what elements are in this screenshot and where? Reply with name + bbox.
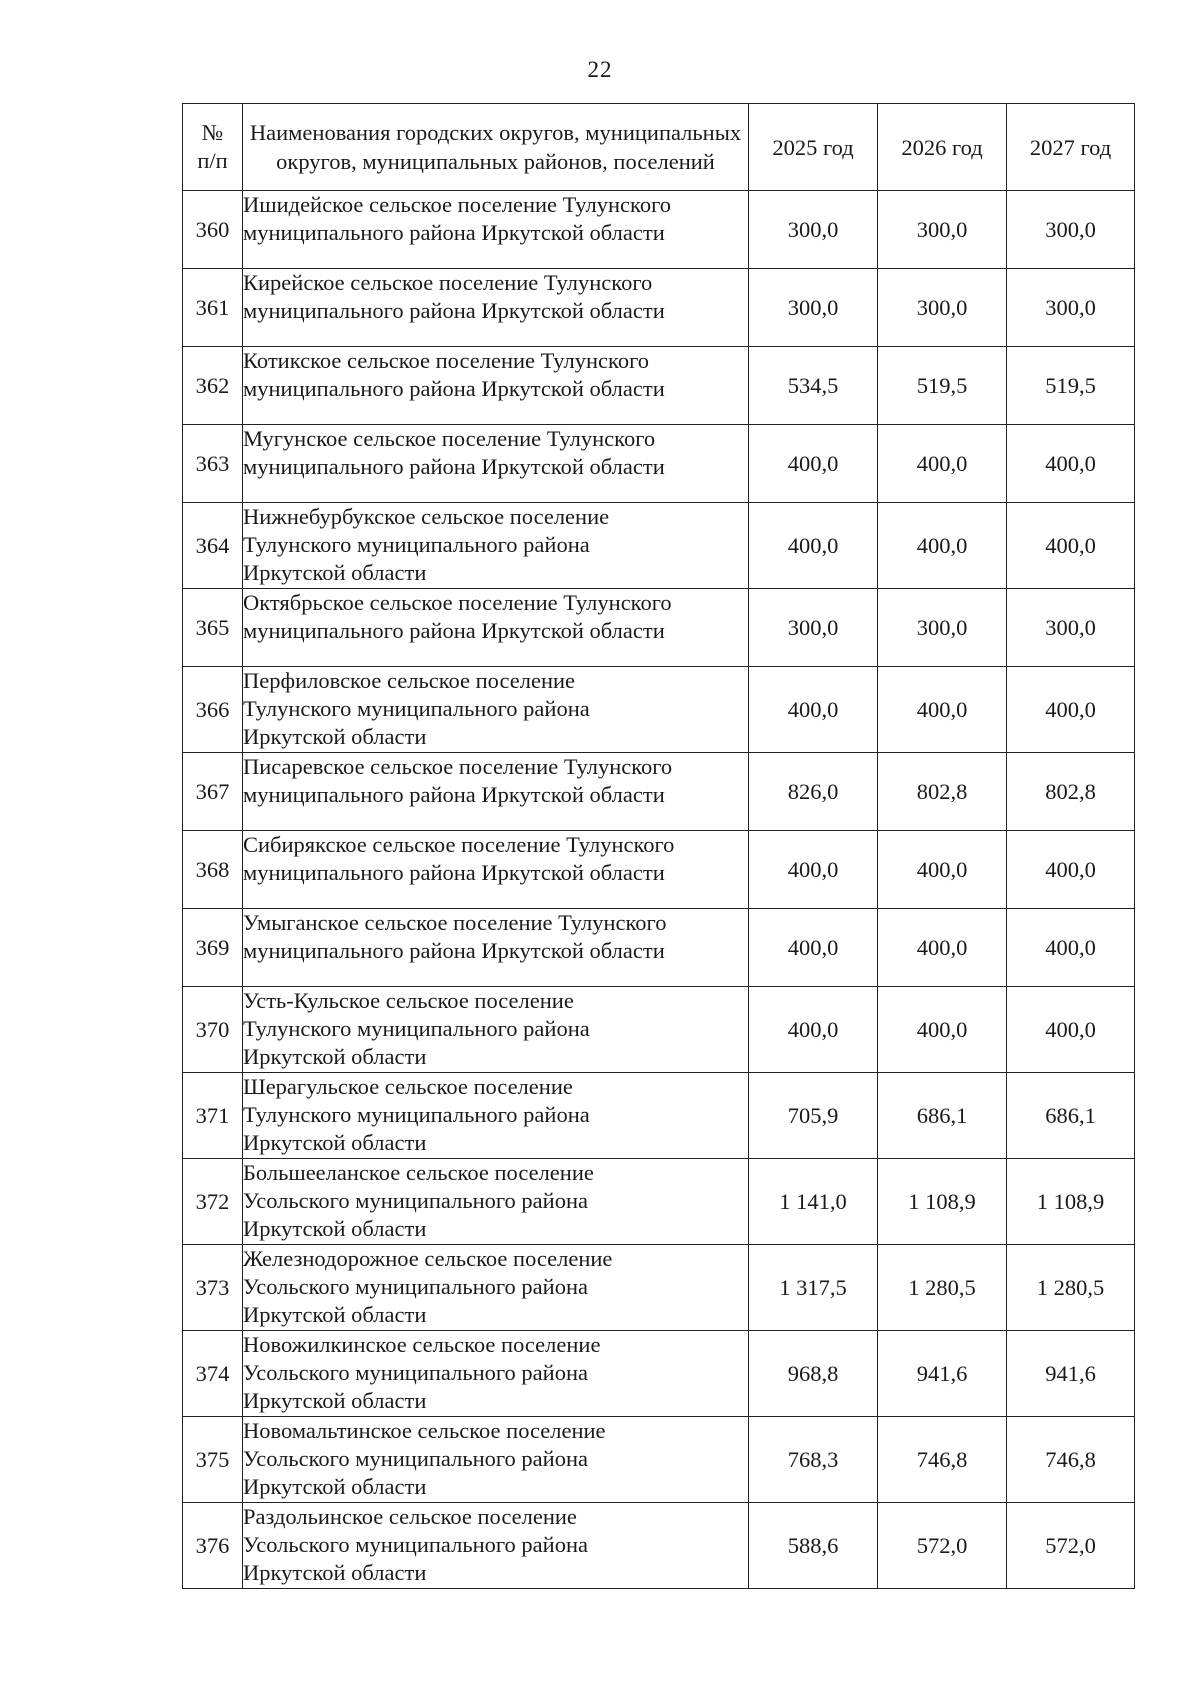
settlement-name	[243, 909, 749, 987]
settlement-name	[243, 269, 749, 347]
settlement-name	[243, 1331, 749, 1417]
amount-2025: 1 141,0	[749, 1159, 878, 1245]
header-year-2027: 2027 год	[1007, 104, 1135, 191]
settlement-name-line: Нижнебурбукское сельское поселение	[243, 504, 610, 529]
amount-2025: 300,0	[749, 191, 878, 269]
settlement-name	[243, 1159, 749, 1245]
amount-2027: 519,5	[1007, 347, 1135, 425]
header-number-abbr: п/п	[197, 148, 228, 173]
settlement-name-line: Иркутской области	[243, 1560, 427, 1585]
amount-2027: 400,0	[1007, 909, 1135, 987]
table-row	[183, 503, 1135, 589]
settlement-name-line: Усольского муниципального района	[243, 1274, 588, 1299]
amount-2025: 300,0	[749, 269, 878, 347]
amount-2026: 400,0	[878, 831, 1007, 909]
amount-2025: 400,0	[749, 987, 878, 1073]
amount-2026: 300,0	[878, 269, 1007, 347]
amount-2027: 300,0	[1007, 191, 1135, 269]
amount-2027: 400,0	[1007, 987, 1135, 1073]
row-number: 373	[183, 1245, 243, 1331]
row-number: 367	[183, 753, 243, 831]
amount-2026: 300,0	[878, 191, 1007, 269]
settlement-name-line: Новожилкинское сельское поселение	[243, 1332, 601, 1357]
row-number: 370	[183, 987, 243, 1073]
settlement-name-line: Иркутской области	[243, 1302, 427, 1327]
amount-2025: 400,0	[749, 425, 878, 503]
settlement-name-line: Шерагульское сельское поселение	[243, 1074, 573, 1099]
settlement-name-line: Иркутской области	[243, 1216, 427, 1241]
settlement-name-line: Перфиловское сельское поселение	[243, 668, 576, 693]
settlement-name-line: Усть-Кульское сельское поселение	[243, 988, 574, 1013]
amount-2027: 400,0	[1007, 503, 1135, 589]
settlement-name-line: муниципального района Иркутской области	[243, 938, 665, 963]
amount-2026: 400,0	[878, 425, 1007, 503]
amount-2025: 588,6	[749, 1503, 878, 1589]
settlement-name-line: Новомальтинское сельское поселение	[243, 1418, 606, 1443]
row-number: 369	[183, 909, 243, 987]
amount-2027: 400,0	[1007, 831, 1135, 909]
amount-2027: 1 280,5	[1007, 1245, 1135, 1331]
settlement-name-line: Мугунское сельское поселение Тулунского	[243, 426, 656, 451]
table-row	[183, 1073, 1135, 1159]
table-header-row	[183, 104, 1135, 191]
settlement-name-line: муниципального района Иркутской области	[243, 860, 665, 885]
amount-2027: 572,0	[1007, 1503, 1135, 1589]
amount-2027: 400,0	[1007, 667, 1135, 753]
settlement-name-line: муниципального района Иркутской области	[243, 454, 665, 479]
settlement-name-line: Тулунского муниципального района	[243, 1102, 590, 1127]
table-row	[183, 667, 1135, 753]
row-number: 363	[183, 425, 243, 503]
table-row	[183, 589, 1135, 667]
amount-2025: 400,0	[749, 831, 878, 909]
settlement-name-line: Раздольинское сельское поселение	[243, 1504, 577, 1529]
amount-2026: 400,0	[878, 987, 1007, 1073]
amount-2026: 941,6	[878, 1331, 1007, 1417]
row-number: 364	[183, 503, 243, 589]
row-number: 361	[183, 269, 243, 347]
settlement-name	[243, 667, 749, 753]
amount-2025: 300,0	[749, 589, 878, 667]
amount-2026: 802,8	[878, 753, 1007, 831]
table-row	[183, 269, 1135, 347]
table-row	[183, 1245, 1135, 1331]
settlement-name-line: Умыганское сельское поселение Тулунского	[243, 910, 667, 935]
settlement-name	[243, 1417, 749, 1503]
header-number	[183, 104, 243, 191]
settlement-name	[243, 1245, 749, 1331]
settlement-name-line: Иркутской области	[243, 1044, 427, 1069]
settlement-name	[243, 987, 749, 1073]
settlement-name-line: Тулунского муниципального района	[243, 532, 590, 557]
table-row	[183, 191, 1135, 269]
settlement-name-line: муниципального района Иркутской области	[243, 376, 665, 401]
amount-2027: 400,0	[1007, 425, 1135, 503]
settlement-name-line: муниципального района Иркутской области	[243, 618, 665, 643]
budget-table	[182, 103, 1135, 1589]
amount-2027: 941,6	[1007, 1331, 1135, 1417]
header-year-2026: 2026 год	[878, 104, 1007, 191]
amount-2026: 300,0	[878, 589, 1007, 667]
settlement-name	[243, 347, 749, 425]
settlement-name-line: Усольского муниципального района	[243, 1532, 588, 1557]
row-number: 366	[183, 667, 243, 753]
row-number: 374	[183, 1331, 243, 1417]
amount-2025: 400,0	[749, 667, 878, 753]
amount-2026: 519,5	[878, 347, 1007, 425]
amount-2026: 746,8	[878, 1417, 1007, 1503]
settlement-name-line: Ишидейское сельское поселение Тулунского	[243, 192, 672, 217]
amount-2025: 968,8	[749, 1331, 878, 1417]
settlement-name-line: Октябрьское сельское поселение Тулунского	[243, 590, 672, 615]
header-name: Наименования городских округов, муниципальных округов, муниципальных районов, поселений	[243, 104, 749, 191]
settlement-name	[243, 191, 749, 269]
settlement-name-line: муниципального района Иркутской области	[243, 298, 665, 323]
header-year-2025: 2025 год	[749, 104, 878, 191]
amount-2026: 572,0	[878, 1503, 1007, 1589]
amount-2026: 686,1	[878, 1073, 1007, 1159]
settlement-name	[243, 831, 749, 909]
amount-2027: 746,8	[1007, 1417, 1135, 1503]
settlement-name-line: Иркутской области	[243, 1130, 427, 1155]
settlement-name-line: Усольского муниципального района	[243, 1360, 588, 1385]
row-number: 362	[183, 347, 243, 425]
table-row	[183, 347, 1135, 425]
amount-2025: 826,0	[749, 753, 878, 831]
settlement-name-line: Иркутской области	[243, 1388, 427, 1413]
table-row	[183, 1331, 1135, 1417]
amount-2025: 400,0	[749, 909, 878, 987]
settlement-name-line: Писаревское сельское поселение Тулунского	[243, 754, 673, 779]
row-number: 375	[183, 1417, 243, 1503]
settlement-name-line: Сибирякское сельское поселение Тулунского	[243, 832, 675, 857]
settlement-name	[243, 1503, 749, 1589]
settlement-name-line: Иркутской области	[243, 724, 427, 749]
settlement-name-line: Усольского муниципального района	[243, 1446, 588, 1471]
settlement-name-line: Иркутской области	[243, 1474, 427, 1499]
amount-2025: 768,3	[749, 1417, 878, 1503]
row-number: 368	[183, 831, 243, 909]
table-row	[183, 1503, 1135, 1589]
settlement-name-line: Тулунского муниципального района	[243, 1016, 590, 1041]
settlement-name	[243, 425, 749, 503]
table-row	[183, 1159, 1135, 1245]
amount-2026: 400,0	[878, 503, 1007, 589]
settlement-name	[243, 1073, 749, 1159]
table-row	[183, 987, 1135, 1073]
row-number: 365	[183, 589, 243, 667]
settlement-name-line: Железнодорожное сельское поселение	[243, 1246, 613, 1271]
table-row	[183, 831, 1135, 909]
settlement-name-line: Усольского муниципального района	[243, 1188, 588, 1213]
amount-2025: 534,5	[749, 347, 878, 425]
row-number: 376	[183, 1503, 243, 1589]
settlement-name-line: муниципального района Иркутской области	[243, 220, 665, 245]
settlement-name	[243, 503, 749, 589]
table-row	[183, 753, 1135, 831]
amount-2026: 1 108,9	[878, 1159, 1007, 1245]
settlement-name-line: Котикское сельское поселение Тулунского	[243, 348, 649, 373]
amount-2026: 400,0	[878, 667, 1007, 753]
amount-2027: 300,0	[1007, 589, 1135, 667]
amount-2025: 1 317,5	[749, 1245, 878, 1331]
amount-2027: 686,1	[1007, 1073, 1135, 1159]
row-number: 360	[183, 191, 243, 269]
header-number-symbol: №	[201, 120, 224, 145]
table-body	[183, 191, 1135, 1589]
settlement-name	[243, 753, 749, 831]
settlement-name-line: Большееланское сельское поселение	[243, 1160, 594, 1185]
amount-2027: 802,8	[1007, 753, 1135, 831]
settlement-name	[243, 589, 749, 667]
table-row	[183, 1417, 1135, 1503]
row-number: 371	[183, 1073, 243, 1159]
amount-2027: 300,0	[1007, 269, 1135, 347]
amount-2026: 400,0	[878, 909, 1007, 987]
page-number: 22	[587, 57, 613, 82]
amount-2025: 705,9	[749, 1073, 878, 1159]
settlement-name-line: муниципального района Иркутской области	[243, 782, 665, 807]
row-number: 372	[183, 1159, 243, 1245]
settlement-name-line: Кирейское сельское поселение Тулунского	[243, 270, 653, 295]
amount-2027: 1 108,9	[1007, 1159, 1135, 1245]
settlement-name-line: Тулунского муниципального района	[243, 696, 590, 721]
settlement-name-line: Иркутской области	[243, 560, 427, 585]
amount-2025: 400,0	[749, 503, 878, 589]
table-row	[183, 909, 1135, 987]
amount-2026: 1 280,5	[878, 1245, 1007, 1331]
table-row	[183, 425, 1135, 503]
